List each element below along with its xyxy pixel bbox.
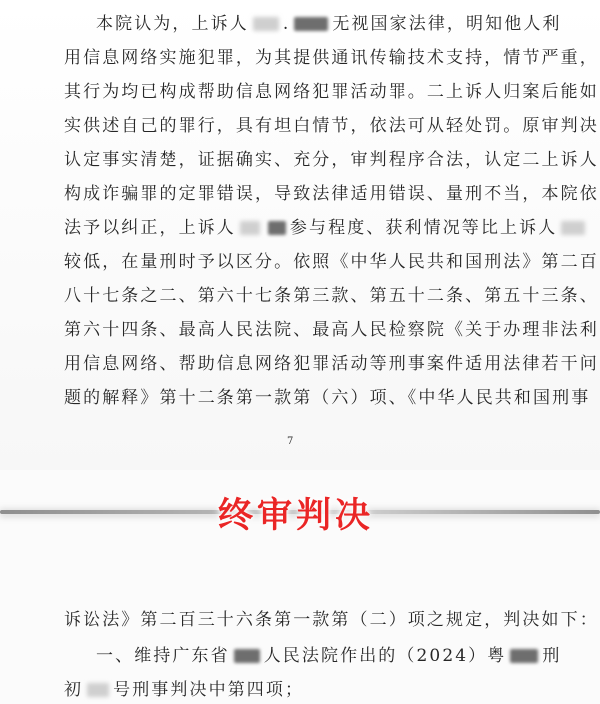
final-verdict-banner: 终审判决 <box>218 496 375 536</box>
redacted-region <box>510 649 538 663</box>
paragraph-line-15 <box>64 679 304 701</box>
redacted-name <box>268 221 286 235</box>
redacted-case-number <box>87 683 109 697</box>
paragraph-line-10: 第六十四条、最高人民法院、最高人民检察院《关于办理非法利 <box>64 320 599 340</box>
paragraph-line-8: 较低，在量刑时予以区分。依照《中华人民共和国刑法》第二百 <box>64 252 599 272</box>
text-segment: 刑 <box>542 646 562 666</box>
text-segment: 无视国家法律，明知他人利 <box>332 14 562 34</box>
text-segment: 本院认为，上诉人 <box>96 14 249 34</box>
text-segment: . <box>282 14 291 34</box>
paragraph-line-2: 用信息网络实施犯罪，为其提供通讯传输技术支持，情节严重， <box>64 48 599 68</box>
text-segment: 参与程度、获利情况等比上诉人 <box>289 218 558 238</box>
paragraph-line-6: 构成诈骗罪的定罪错误，导致法律适用错误、量刑不当，本院依 <box>64 184 599 204</box>
page-number: 7 <box>287 436 294 447</box>
paragraph-line-11: 用信息网络、帮助信息网络犯罪活动等刑事案件适用法律若干问 <box>64 354 599 374</box>
redacted-name <box>240 221 260 235</box>
paragraph-line-4: 实供述自己的罪行，具有坦白情节，依法可从轻处罚。原审判决 <box>64 116 599 136</box>
redacted-name <box>253 17 279 31</box>
paragraph-line-3: 其行为均已构成帮助信息网络犯罪活动罪。二上诉人归案后能如 <box>64 82 599 102</box>
paragraph-line-12: 题的解释》第十二条第一款第（六）项、《中华人民共和国刑事 <box>64 388 591 408</box>
text-segment: 号刑事判决中第四项； <box>113 680 305 700</box>
redacted-region <box>234 649 260 663</box>
paragraph-line-13: 诉讼法》第二百三十六条第一款第（二）项之规定，判决如下： <box>64 610 599 630</box>
paragraph-line-5: 认定事实清楚，证据确实、充分，审判程序合法，认定二上诉人 <box>64 150 599 170</box>
text-segment: 初 <box>64 680 84 700</box>
paragraph-line-9: 八十七条之二、第六十七条第三款、第五十二条、第五十三条、 <box>64 286 599 306</box>
redacted-name <box>561 221 585 235</box>
text-segment: 法予以纠正，上诉人 <box>64 218 236 238</box>
text-segment: 人民法院作出的（2024）粤 <box>263 646 507 666</box>
paragraph-line-7 <box>64 217 589 239</box>
redacted-name <box>294 17 328 31</box>
paragraph-line-14 <box>96 645 561 667</box>
paragraph-line-1 <box>96 13 562 35</box>
text-segment: 一、维持广东省 <box>96 646 230 666</box>
